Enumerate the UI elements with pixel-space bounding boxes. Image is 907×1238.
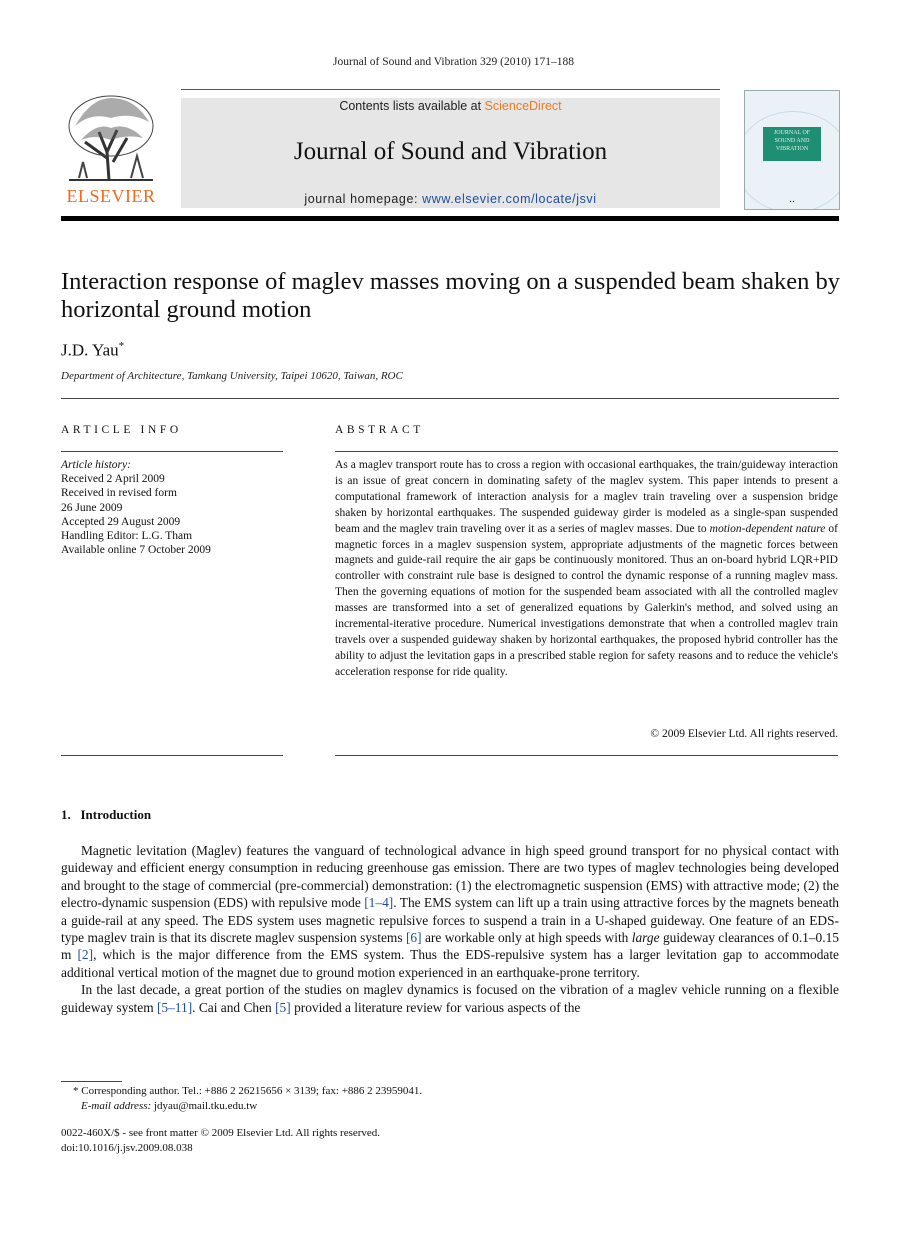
doi-line[interactable]: doi:10.1016/j.jsv.2009.08.038 [61, 1142, 193, 1154]
intro-paragraph-1 [61, 842, 839, 981]
front-matter-info [61, 1126, 380, 1156]
history-line: Received in revised form [61, 487, 177, 500]
article-info-rule-bottom [61, 755, 283, 756]
elsevier-tree-icon [61, 92, 161, 184]
cover-title: JOURNAL OF SOUND AND VIBRATION [763, 127, 821, 161]
section-title: Introduction [80, 807, 152, 822]
email-address[interactable]: jdyau@mail.tku.edu.tw [153, 1100, 258, 1112]
article-title: Interaction response of maglev masses moving on a suspended beam shaken by horizontal ground motion [61, 268, 841, 323]
article-info-rule-top [61, 451, 283, 452]
corresponding-author-note: * Corresponding author. Tel.: +886 2 26215656 × 3139; fax: +886 2 23959041. [73, 1085, 423, 1097]
text-run: In the last decade, a great portion of the studies on maglev dynamics is focused on the vibration of a maglev vehicle running on a flexible guideway system [61, 982, 839, 1015]
author-affiliation: Department of Architecture, Tamkang University, Taipei 10620, Taiwan, ROC [61, 370, 403, 382]
history-line: Handling Editor: L.G. Tham [61, 530, 193, 543]
homepage-link[interactable]: www.elsevier.com/locate/jsvi [422, 192, 597, 206]
abstract-rule-bottom [335, 755, 838, 756]
affiliation-divider [61, 398, 839, 399]
journal-citation: Journal of Sound and Vibration 329 (2010) 171–188 [333, 56, 574, 68]
journal-cover-thumbnail[interactable] [744, 90, 840, 210]
text-run: provided a literature review for various aspects of the [290, 999, 581, 1015]
email-line [61, 1099, 839, 1114]
text-run: Magnetic levitation (Maglev) features the vanguard of technological advance in high speed ground transport for no physical contact with guideway and efficient energy consumption in reducing greenhouse gas emission. There are two types of maglev technologies being developed and brought to the stage of commercial (pre-commercial) demonstration: (1) the electromagnetic suspension (EMS) with attractive mode; (2) the electro-dynamic suspension (EDS) with repulsive mode [61, 843, 839, 911]
reference-link[interactable]: [6] [405, 930, 422, 946]
abstract-rule-top [335, 451, 838, 452]
history-line: Available online 7 October 2009 [61, 544, 211, 557]
history-label: Article history: [61, 459, 131, 471]
history-line: 26 June 2009 [61, 501, 123, 514]
section-heading-introduction [61, 807, 151, 823]
section-number: 1. [61, 807, 71, 822]
homepage-prefix: journal homepage: [304, 192, 423, 206]
abstract-body [335, 458, 838, 681]
footnote-block [61, 1084, 839, 1114]
sciencedirect-link[interactable]: ScienceDirect [484, 99, 562, 113]
footnote-rule [61, 1081, 122, 1082]
abstract-italic-phrase: motion-dependent nature [709, 522, 826, 535]
article-history [61, 458, 283, 557]
article-info-heading: ARTICLE INFO [61, 424, 182, 436]
reference-link[interactable]: [2] [77, 947, 94, 963]
cover-publisher-mark: ▪ ▪ [789, 200, 795, 205]
journal-homepage-line [181, 192, 720, 206]
abstract-copyright: © 2009 Elsevier Ltd. All rights reserved. [650, 728, 838, 740]
journal-name: Journal of Sound and Vibration [293, 138, 608, 165]
history-line: Accepted 29 August 2009 [61, 515, 181, 528]
intro-paragraph-2 [61, 981, 839, 1016]
italic-word: large [631, 930, 660, 946]
author-line [61, 340, 124, 361]
reference-link[interactable]: [5–11] [156, 999, 193, 1015]
abstract-text-part: of magnetic forces in a maglev suspension system, appropriate adjustments of the magnetic forces between magnets and guide-rail require the air gaps be continuously monitored. Thus an on-board hybrid LQR+PID controller with constraint rule base is designed to control the dynamic response of a running maglev mass. Then the governing equations of motion for the suspended beam associated with all the controlled maglev masses are transformed into a set of generalized equations by Galerkin's method, and solved using an incremental-iterative procedure. Numerical investigations demonstrate that when a controlled maglev train travels over a suspended guideway shaken by horizontal earthquakes, the proposed hybrid controller has the ability to adjust the levitation gaps in a prescribed stable region for safety reasons and to reduce the vehicle's acceleration response for ride quality. [335, 522, 838, 678]
issn-line: 0022-460X/$ - see front matter © 2009 Elsevier Ltd. All rights reserved. [61, 1127, 381, 1139]
text-run: . Cai and Chen [192, 999, 276, 1015]
contents-prefix: Contents lists available at [339, 99, 485, 113]
contents-line [181, 99, 720, 113]
corresponding-author-mark[interactable]: * [118, 340, 125, 352]
elsevier-logo[interactable] [61, 92, 161, 210]
abstract-heading: ABSTRACT [335, 424, 424, 436]
text-run: . The EMS system can lift up a train using attractive forces by the magnets beneath a guide-rail at any speed. The EDS system uses magnetic repulsive forces to suspend a train in a U-shaped guideway. One feature of an EDS-type maglev train is that its discrete maglev suspension systems [61, 895, 839, 946]
history-line: Received 2 April 2009 [61, 473, 165, 486]
text-run: , which is the major difference from the EMS system. Thus the EDS-repulsive system has a larger levitation gap to accommodate additional vertical motion of the magnet due to ground motion experienced in an earthquake-prone territory. [61, 947, 839, 980]
abstract-text-part: As a maglev transport route has to cross a region with occasional earthquakes, the train/guideway interaction is an issue of great concern in dominating safety of the maglev system. This paper intends to present a computational framework of interaction analysis for a maglev train traveling over a suspension bridge shaken by horizontal earthquakes. The suspended guideway girder is modeled as a single-span suspended beam and the maglev train traveling over it as a series of maglev masses. Due to [335, 459, 838, 535]
reference-link[interactable]: [1–4] [364, 895, 394, 911]
elsevier-wordmark: ELSEVIER [66, 186, 156, 206]
email-label: E-mail address: [81, 1100, 152, 1112]
header-divider [61, 216, 839, 221]
text-run: guideway clearances of 0.1–0.15 m [61, 930, 839, 963]
author-name[interactable]: J.D. Yau [61, 340, 119, 360]
header-top-rule [181, 89, 720, 90]
introduction-body [61, 842, 839, 1016]
text-run: are workable only at high speeds with [421, 930, 632, 946]
reference-link[interactable]: [5] [275, 999, 291, 1015]
